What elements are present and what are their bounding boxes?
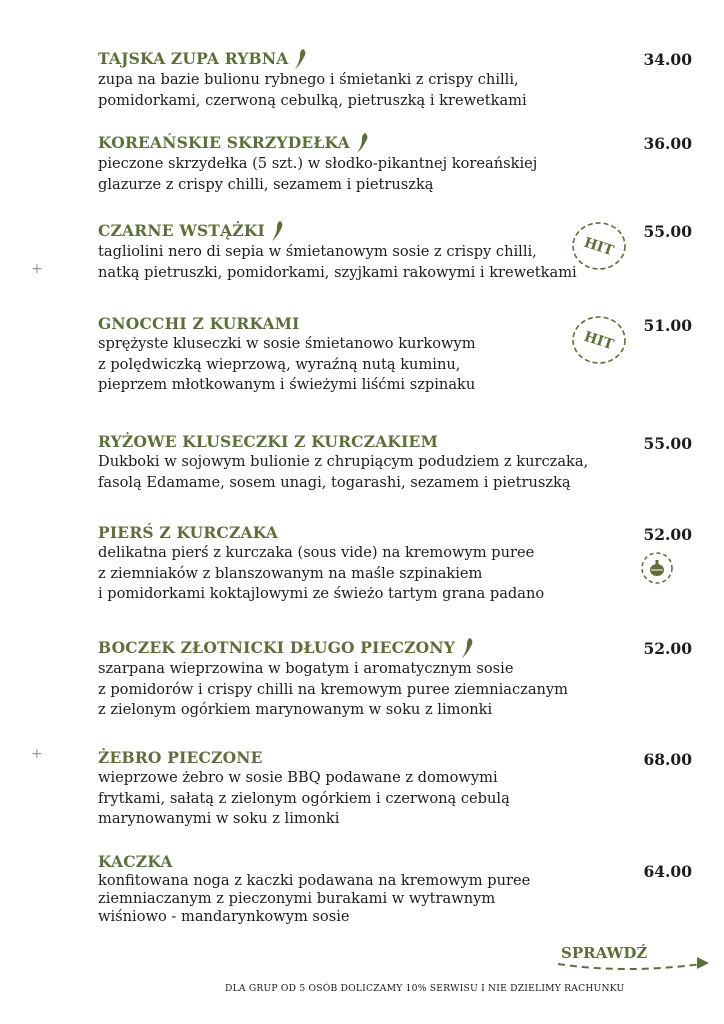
item-name: TAJSKA ZUPA RYBNA [98, 49, 289, 68]
item-price: 51.00 [643, 316, 692, 335]
crop-mark: + [31, 746, 43, 762]
item-description: wieprzowe żebro w sosie BBQ podawane z domowymi [98, 769, 498, 786]
hit-badge-icon [570, 220, 628, 272]
menu-item-czarne-wstazki [98, 220, 628, 283]
item-name: ŻEBRO PIECZONE [98, 748, 263, 767]
item-description: z pomidorów i crispy chilli na kremowym puree ziemniaczanym [98, 680, 569, 698]
item-name: KACZKA [98, 852, 173, 871]
item-name: PIERŚ Z KURCZAKA [98, 523, 278, 542]
item-name: KOREAŃSKIE SKRZYDEŁKA [98, 133, 350, 152]
item-price: 64.00 [643, 862, 692, 881]
item-description: glazurze z crispy chilli, sezamem i pietruszką [98, 175, 434, 193]
menu-item-kaczka [98, 852, 628, 926]
item-name: BOCZEK ZŁOTNICKI DŁUGO PIECZONY [98, 638, 456, 657]
item-description: z ziemniaków z blanszowanym na maśle szpinakiem [98, 564, 483, 582]
item-name: GNOCCHI Z KURKAMI [98, 314, 300, 333]
item-description: delikatna pierś z kurczaka (sous vide) na kremowym puree [98, 544, 535, 561]
item-price: 55.00 [643, 434, 692, 453]
item-price: 36.00 [643, 134, 692, 153]
item-description: pomidorkami, czerwoną cebulką, pietruszką i krewetkami [98, 91, 527, 109]
menu-item-tajska-zupa-rybna [98, 48, 628, 111]
item-price: 55.00 [643, 222, 692, 241]
item-description: pieczone skrzydełka (5 szt.) w słodko-pikantnej koreańskiej [98, 155, 538, 172]
chili-icon [294, 48, 308, 70]
item-name: RYŻOWE KLUSECZKI Z KURCZAKIEM [98, 432, 438, 451]
chili-icon [461, 637, 475, 659]
item-description: ziemniaczanym z pieczonymi burakami w wytrawnym [98, 890, 496, 907]
menu-item-koreanskie-skrzydelka [98, 132, 628, 195]
item-description: wiśniowo - mandarynkowym sosie [98, 908, 350, 925]
item-price: 68.00 [643, 750, 692, 769]
item-description: z zielonym ogórkiem marynowanym w soku z limonki [98, 701, 493, 718]
gluten-free-icon [640, 551, 674, 585]
hit-badge-label: HIT [581, 234, 616, 260]
footer-note: DLA GRUP OD 5 OSÓB DOLICZAMY 10% SERWISU I NIE DZIELIMY RACHUNKU [225, 983, 625, 994]
item-price: 52.00 [643, 639, 692, 658]
item-price: 52.00 [643, 525, 692, 544]
menu-item-piers-z-kurczaka [98, 523, 628, 605]
item-description: fasolą Edamame, sosem unagi, togarashi, sezamem i pietruszką [98, 473, 571, 491]
item-description: marynowanymi w soku z limonki [98, 810, 340, 827]
menu-item-boczek-zlotnicki [98, 637, 628, 721]
item-description: z polędwiczką wieprzową, wyraźną nutą kuminu, [98, 355, 461, 373]
item-price: 34.00 [643, 50, 692, 69]
menu-item-ryzowe-kluseczki [98, 432, 628, 493]
item-description: Dukboki w sojowym bulionie z chrupiącym podudziem z kurczaka, [98, 453, 589, 470]
hit-badge-label: HIT [581, 328, 616, 354]
item-name: CZARNE WSTĄŻKI [98, 221, 265, 240]
item-description: frytkami, sałatą z zielonym ogórkiem i czerwoną cebulą [98, 789, 510, 807]
item-description: pieprzem młotkowanym i świeżymi liśćmi szpinaku [98, 376, 476, 393]
chili-icon [271, 220, 285, 242]
menu-item-gnocchi-z-kurkami [98, 314, 628, 396]
hit-badge-icon [570, 314, 628, 366]
menu-item-zebro-pieczone [98, 748, 628, 830]
crop-mark: + [31, 261, 43, 277]
item-description: i pomidorkami koktajlowymi ze świeżo tartym grana padano [98, 585, 545, 602]
item-description: tagliolini nero di sepia w śmietanowym sosie z crispy chilli, [98, 243, 537, 260]
item-description: sprężyste kluseczki w sosie śmietanowo kurkowym [98, 335, 476, 352]
item-description: szarpana wieprzowina w bogatym i aromatycznym sosie [98, 660, 514, 677]
item-description: konfitowana noga z kaczki podawana na kremowym puree [98, 872, 531, 889]
dashed-arrow-icon [556, 952, 714, 976]
sprawdz-link[interactable]: SPRAWDŹ [561, 944, 648, 962]
chili-icon [356, 132, 370, 154]
item-description: zupa na bazie bulionu rybnego i śmietanki z crispy chilli, [98, 71, 519, 88]
item-description: natką pietruszki, pomidorkami, szyjkami rakowymi i krewetkami [98, 263, 577, 281]
